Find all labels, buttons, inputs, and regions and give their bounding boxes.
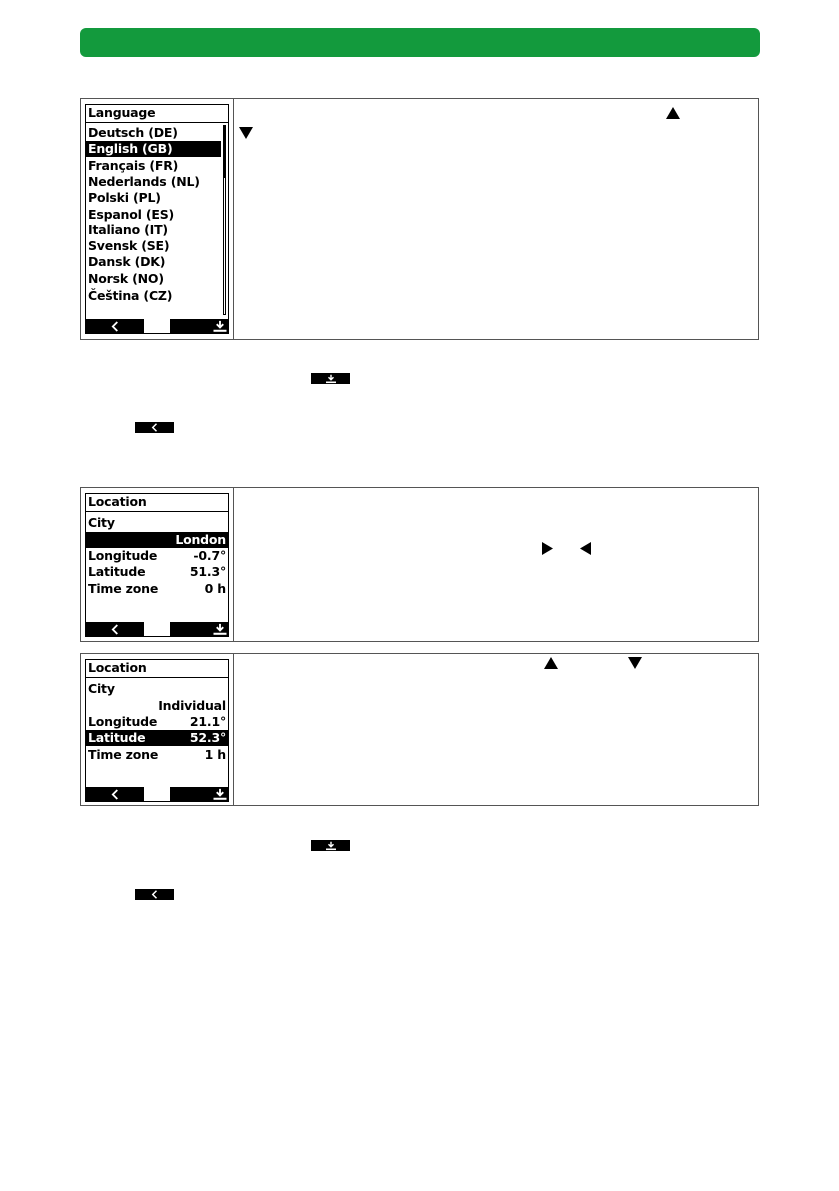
location-screen-2 [85,659,229,802]
chevron-left-icon [151,890,159,899]
download-save-icon [212,788,228,801]
softkey-bar [86,787,228,801]
triangle-down-icon [239,127,253,139]
longitude-row[interactable] [86,548,228,564]
language-screen [85,104,229,334]
latitude-row[interactable] [86,564,228,580]
chevron-left-icon [151,423,159,432]
location-panel-1 [80,487,759,642]
language-item-fr[interactable]: Français (FR) [88,158,179,173]
longitude-row[interactable] [86,714,228,730]
city-value-text: Individual [158,698,226,713]
city-value[interactable] [86,698,228,714]
time-zone-label: Time zone [88,581,159,596]
city-label: City [88,681,115,696]
time-zone-row[interactable] [86,581,228,597]
screen-title: Location [86,660,228,678]
scrollbar-thumb[interactable] [224,126,225,178]
time-zone-value: 0 h [204,581,226,596]
language-item-de[interactable]: Deutsch (DE) [88,125,178,140]
back-button[interactable] [86,787,144,801]
time-zone-label: Time zone [88,747,159,762]
longitude-label: Longitude [88,548,158,563]
download-save-icon [212,623,228,636]
language-item-gb[interactable]: English (GB) [86,141,221,157]
language-item-dk[interactable]: Dansk (DK) [88,254,166,269]
time-zone-row[interactable] [86,747,228,763]
screen-title: Language [86,105,228,123]
language-item-it[interactable]: Italiano (IT) [88,222,168,237]
back-button[interactable] [86,622,144,636]
city-label: City [88,515,115,530]
panel-divider [233,654,234,805]
longitude-value: 21.1° [189,714,226,729]
screen-title: Location [86,494,228,512]
panel-divider [233,99,234,339]
softkey-bar [86,622,228,636]
chevron-left-icon [111,321,120,332]
triangle-down-icon [628,657,642,669]
language-panel [80,98,759,340]
latitude-label: Latitude [88,730,146,745]
back-key-inline [135,422,174,433]
save-button[interactable] [170,319,228,333]
save-button[interactable] [170,787,228,801]
city-value[interactable] [86,532,228,548]
save-key-inline [311,373,350,384]
language-item-cz[interactable]: Čeština (CZ) [88,288,173,303]
download-save-icon [324,841,338,851]
location-panel-2 [80,653,759,806]
scrollbar[interactable] [223,125,226,315]
back-key-inline [135,889,174,900]
chevron-left-icon [111,789,120,800]
chevron-left-icon [111,624,120,635]
latitude-row[interactable] [86,730,228,746]
download-save-icon [324,374,338,384]
language-item-pl[interactable]: Polski (PL) [88,190,161,205]
language-item-nl[interactable]: Nederlands (NL) [88,174,200,189]
download-save-icon [212,320,228,333]
longitude-value: -0.7° [193,548,226,563]
location-screen-1 [85,493,229,637]
triangle-up-icon [544,657,558,669]
softkey-bar [86,319,228,333]
time-zone-value: 1 h [204,747,226,762]
latitude-value: 52.3° [189,730,226,745]
triangle-up-icon [666,107,680,119]
language-item-se[interactable]: Svensk (SE) [88,238,170,253]
language-item-es[interactable]: Espanol (ES) [88,207,175,222]
panel-divider [233,488,234,641]
triangle-right-icon [542,542,553,555]
save-key-inline [311,840,350,851]
latitude-value: 51.3° [189,564,226,579]
header-bar [80,28,760,57]
back-button[interactable] [86,319,144,333]
save-button[interactable] [170,622,228,636]
language-item-no[interactable]: Norsk (NO) [88,271,164,286]
longitude-label: Longitude [88,714,158,729]
latitude-label: Latitude [88,564,146,579]
triangle-left-icon [580,542,591,555]
city-value-text: London [175,532,226,547]
